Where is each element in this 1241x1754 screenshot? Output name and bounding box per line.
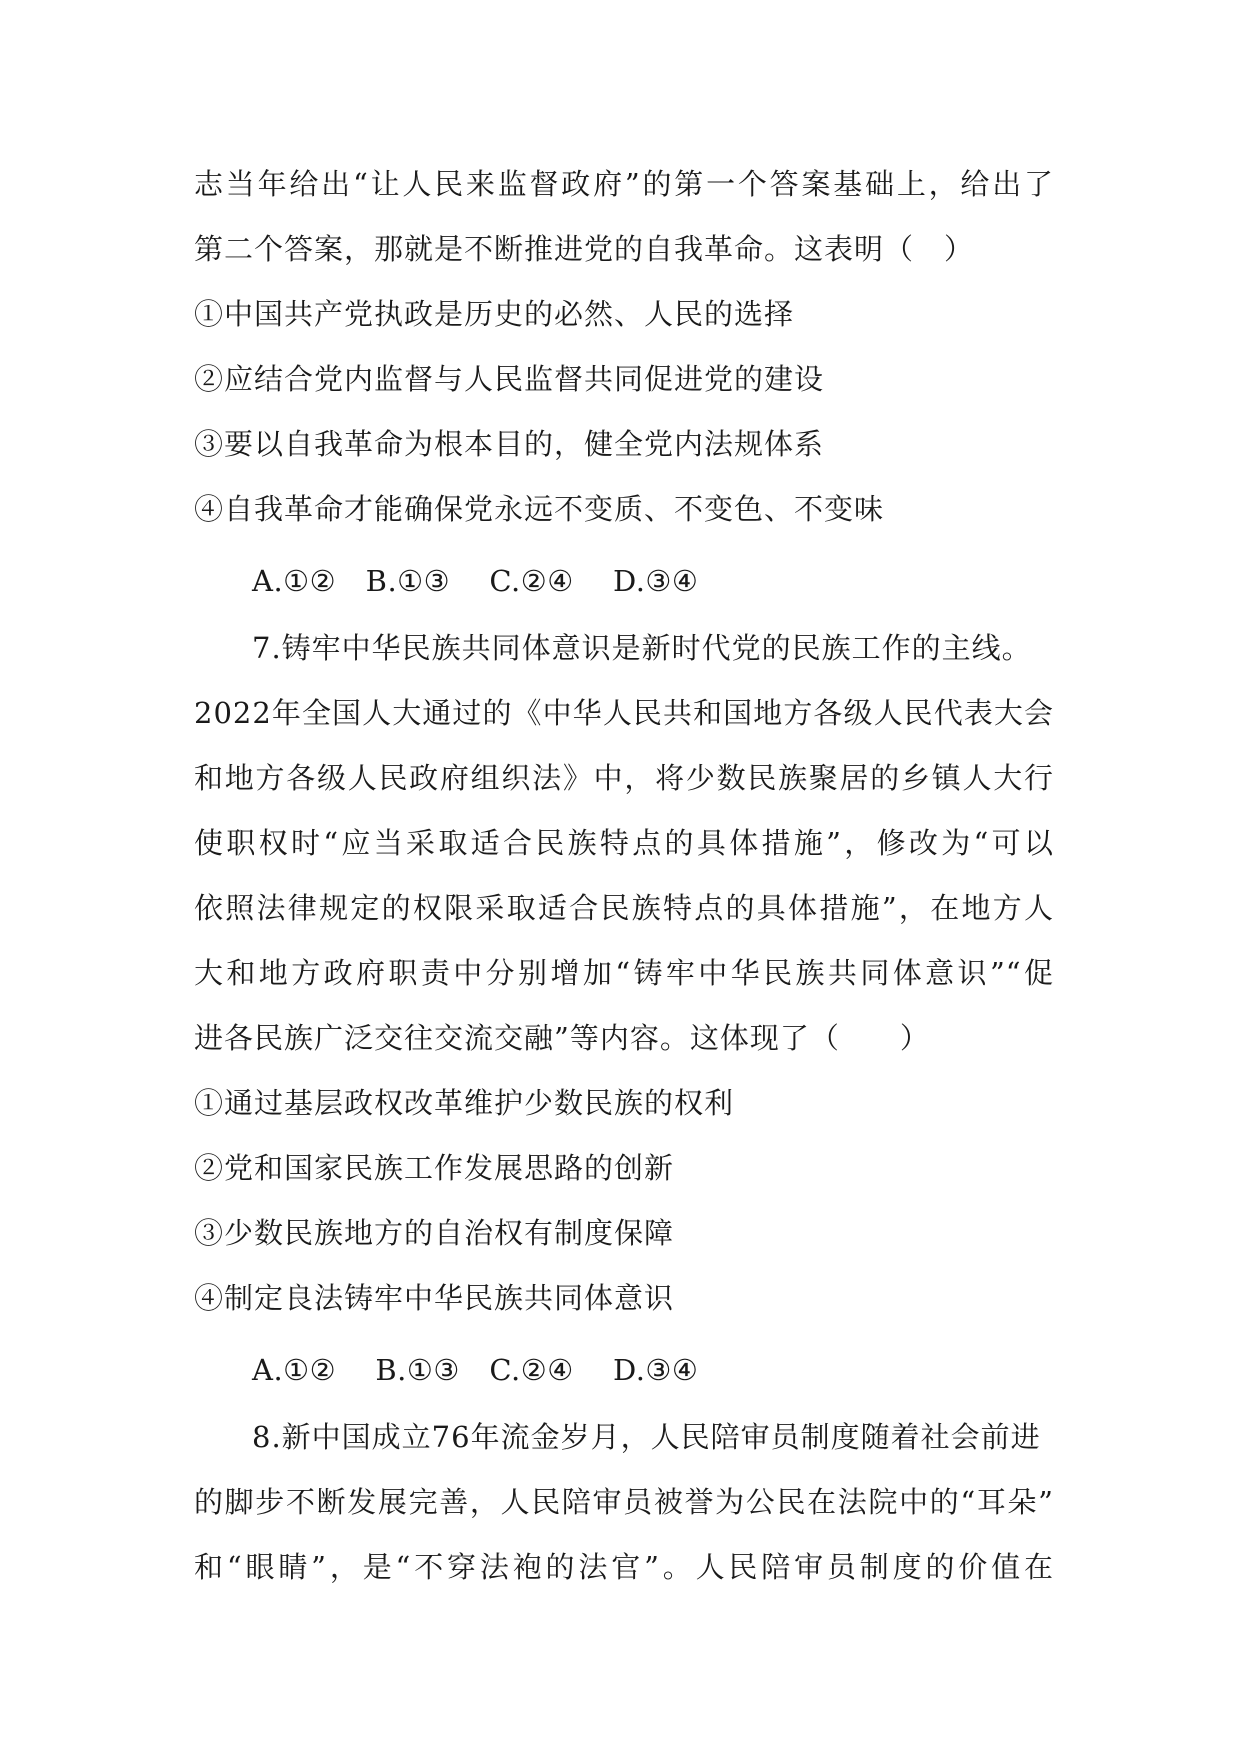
q7-stem-line-4: 使职权时“应当采取适合民族特点的具体措施”，修改为“可以 [194,826,1054,860]
q8-stem-line-1: 8.新中国成立76年流金岁月，人民陪审员制度随着社会前进 [252,1420,1041,1454]
q6-option-1: ①中国共产党执政是历史的必然、人民的选择 [194,297,795,331]
q7-choices: A.①② B.①③ C.②④ D.③④ [252,1353,699,1387]
q6-option-3: ③要以自我革命为根本目的，健全党内法规体系 [194,427,825,461]
q8-stem-line-3: 和“眼睛”，是“不穿法袍的法官”。人民陪审员制度的价值在 [194,1550,1054,1584]
q6-choices: A.①② B.①③ C.②④ D.③④ [252,564,699,598]
q7-option-3: ③少数民族地方的自治权有制度保障 [194,1216,675,1250]
q6-option-2: ②应结合党内监督与人民监督共同促进党的建设 [194,362,825,396]
q7-option-1: ①通过基层政权改革维护少数民族的权利 [194,1086,735,1120]
q6-stem-line-2: 第二个答案，那就是不断推进党的自我革命。这表明（ ） [194,232,975,266]
q7-stem-line-2: 2022年全国人大通过的《中华人民共和国地方各级人民代表大会 [194,696,1054,730]
q7-stem-line-6: 大和地方政府职责中分别增加“铸牢中华民族共同体意识”“促 [194,956,1054,990]
q7-stem-line-5: 依照法律规定的权限采取适合民族特点的具体措施”，在地方人 [194,891,1054,925]
q7-option-4: ④制定良法铸牢中华民族共同体意识 [194,1281,675,1315]
q8-stem-line-2: 的脚步不断发展完善，人民陪审员被誉为公民在法院中的“耳朵” [194,1485,1054,1519]
q7-stem-line-3: 和地方各级人民政府组织法》中，将少数民族聚居的乡镇人大行 [194,761,1054,795]
q6-option-4: ④自我革命才能确保党永远不变质、不变色、不变味 [194,492,885,526]
q7-stem-line-1: 7.铸牢中华民族共同体意识是新时代党的民族工作的主线。 [252,631,1032,665]
q7-option-2: ②党和国家民族工作发展思路的创新 [194,1151,675,1185]
q7-stem-line-7: 进各民族广泛交往交流交融”等内容。这体现了（ ） [194,1021,930,1055]
q6-stem-line-1: 志当年给出“让人民来监督政府”的第一个答案基础上，给出了 [194,167,1054,201]
